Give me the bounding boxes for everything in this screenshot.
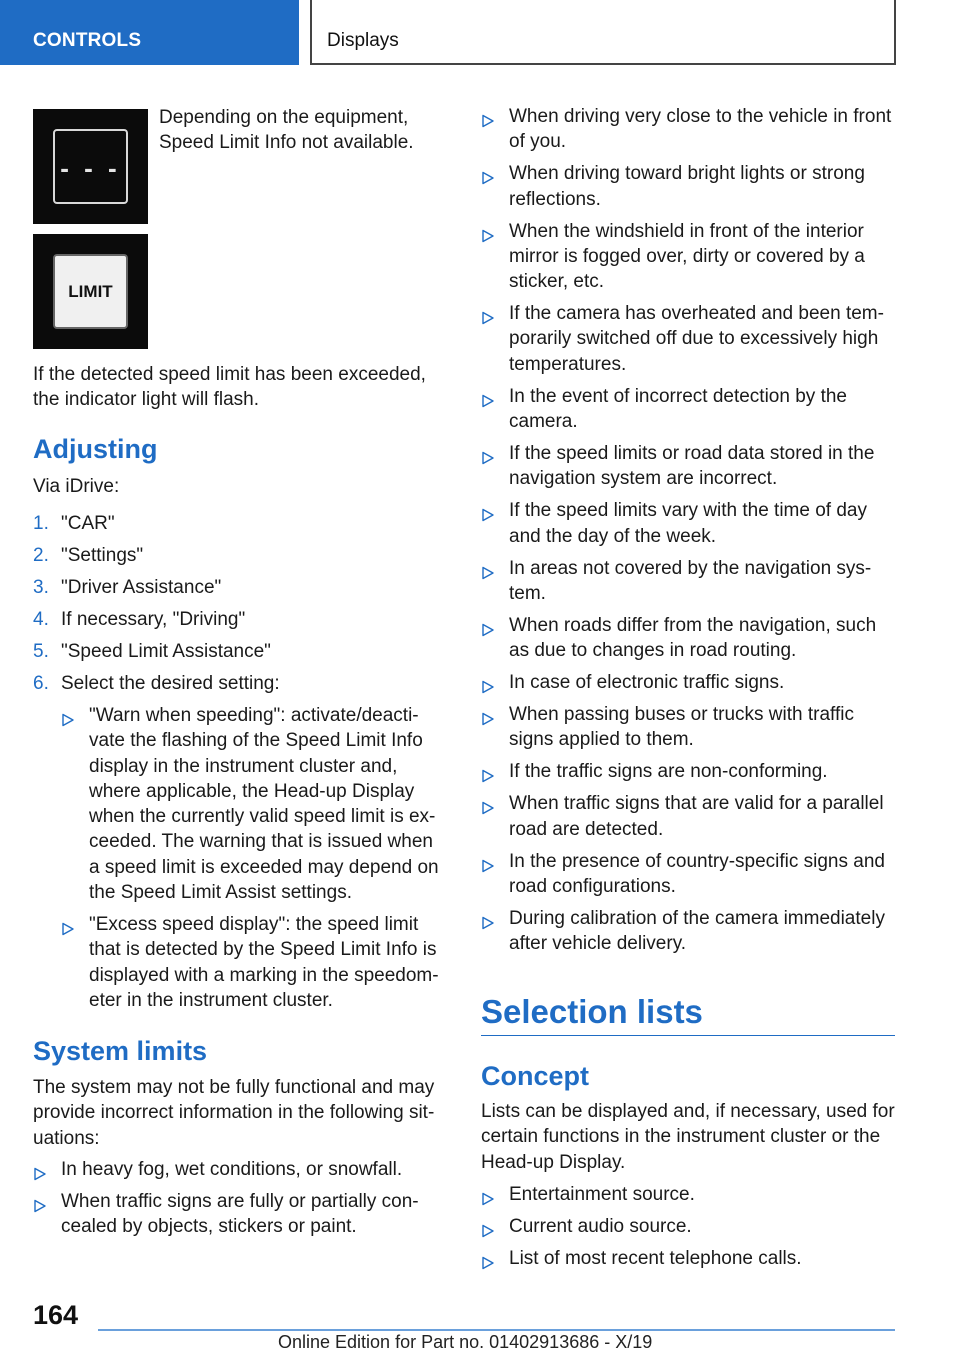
adjusting-intro: Via iDrive:: [33, 476, 120, 497]
list-item-text: In heavy fog, wet conditions, or snowfall.: [61, 1159, 403, 1180]
step-item: [33, 671, 445, 1013]
heading-rule: [481, 1035, 895, 1036]
list-item-text: In case of electronic traffic signs.: [509, 672, 785, 694]
step-text: "Speed Limit Assistance": [61, 640, 271, 662]
step-item: [33, 511, 445, 536]
page-number: 164: [33, 1300, 79, 1330]
triangle-bullet-icon: [481, 676, 495, 690]
triangle-bullet-icon: [481, 708, 495, 722]
list-item: [481, 670, 895, 695]
list-item-text: When the windshield in front of the interior mirror is fogged over, dirty or covered by a sticker, etc.: [509, 220, 865, 293]
step-number: 6.: [33, 672, 49, 694]
section-tab: [0, 0, 299, 65]
list-item-text: When driving very close to the vehicle in front of you.: [509, 106, 892, 153]
selection-lists-items: [481, 1182, 895, 1278]
list-item: [61, 912, 445, 1013]
triangle-bullet-icon: [481, 797, 495, 811]
step-item: [33, 543, 445, 568]
list-item-text: When roads differ from the navigation, such as due to changes in road routing.: [509, 614, 877, 662]
speed-limit-exceeded-indicator: [33, 234, 148, 349]
triangle-bullet-icon: [481, 390, 495, 404]
selection-lists-heading: Selection lists: [481, 993, 703, 1030]
triangle-bullet-icon: [481, 1188, 495, 1202]
concept-paragraph: Lists can be displayed and, if necessary, used for certain functions in the instrument cluster or the Head-up Display.: [481, 1101, 895, 1173]
list-item-text: In the event of incorrect detection by the camera.: [509, 385, 847, 433]
list-item: [481, 613, 895, 664]
concept-heading: Concept: [481, 1061, 589, 1091]
triangle-bullet-icon: [481, 562, 495, 576]
list-item-text: "Excess speed display": the speed limit that is detected by the Speed Limit Info is displayed with a marking in the speedom‐ eter in the instrument cluster.: [89, 913, 439, 1011]
step-number: 4.: [33, 608, 49, 630]
list-item: [481, 906, 895, 957]
adjusting-steps: [33, 511, 445, 1020]
step-number: 3.: [33, 576, 49, 598]
system-limits-heading: System limits: [33, 1036, 208, 1066]
step-number: 2.: [33, 544, 49, 566]
system-limits-list-left: [33, 1157, 445, 1246]
list-item: [61, 703, 445, 905]
system-limits-intro: The system may not be fully functional and may provide incorrect information in the following sit‐ uations:: [33, 1077, 435, 1149]
limit-symbol: [53, 254, 128, 329]
indicator-caption: Depending on the equipment, Speed Limit Info not available.: [159, 107, 414, 154]
step-item: [33, 639, 445, 664]
triangle-bullet-icon: [481, 447, 495, 461]
list-item-text: List of most recent telephone calls.: [509, 1247, 802, 1269]
list-item: [481, 441, 895, 492]
limit-text: LIMIT: [68, 282, 113, 301]
list-item-text: In the presence of country-specific signs and road configurations.: [509, 850, 885, 897]
speed-limit-unavailable-indicator: [33, 109, 148, 224]
step-text: "Driver Assistance": [61, 576, 222, 598]
settings-sublist: [61, 703, 445, 1013]
list-item: [481, 161, 895, 212]
triangle-bullet-icon: [481, 855, 495, 869]
list-item: [481, 384, 895, 435]
list-item: [481, 498, 895, 549]
list-item: [481, 1214, 895, 1239]
list-item: [481, 1182, 895, 1207]
list-item-text: When driving toward bright lights or strong reflections.: [509, 163, 865, 210]
exceeded-paragraph: If the detected speed limit has been exceeded, the indicator light will flash.: [33, 364, 426, 411]
triangle-bullet-icon: [481, 1252, 495, 1266]
list-item: [481, 301, 895, 377]
list-item: [481, 556, 895, 607]
triangle-bullet-icon: [481, 912, 495, 926]
section-title: CONTROLS: [33, 30, 142, 51]
step-text: "Settings": [61, 544, 144, 566]
triangle-bullet-icon: [61, 918, 75, 932]
triangle-bullet-icon: [33, 1163, 47, 1177]
list-item-text: If the speed limits or road data stored in the navigation system are incorrect.: [509, 443, 875, 490]
list-item-text: In areas not covered by the navigation sys‐ tem.: [509, 557, 872, 604]
step-item: [33, 575, 445, 600]
list-item: [481, 849, 895, 900]
triangle-bullet-icon: [61, 709, 75, 723]
list-item: [481, 791, 895, 842]
list-item: [33, 1189, 445, 1240]
triangle-bullet-icon: [481, 110, 495, 124]
triangle-bullet-icon: [33, 1195, 47, 1209]
step-number: 5.: [33, 640, 49, 662]
edition-note: Online Edition for Part no. 01402913686 - X/19: [278, 1332, 653, 1352]
list-item: [33, 1157, 445, 1182]
list-item: [481, 1246, 895, 1271]
triangle-bullet-icon: [481, 504, 495, 518]
list-item-text: When traffic signs that are valid for a parallel road are detected.: [509, 793, 884, 840]
list-item-text: Entertainment source.: [509, 1184, 695, 1205]
triangle-bullet-icon: [481, 765, 495, 779]
list-item: [481, 219, 895, 295]
footer-rule: [98, 1329, 895, 1331]
triangle-bullet-icon: [481, 225, 495, 239]
step-text: Select the desired setting:: [61, 672, 280, 694]
triangle-bullet-icon: [481, 1220, 495, 1234]
list-item-text: When traffic signs are fully or partially con‐ cealed by objects, stickers or paint.: [61, 1190, 419, 1238]
chapter-title: Displays: [327, 30, 399, 51]
step-item: [33, 607, 445, 632]
list-item-text: If the speed limits vary with the time of day and the day of the week.: [509, 500, 867, 547]
step-number: 1.: [33, 513, 49, 534]
triangle-bullet-icon: [481, 619, 495, 633]
list-item-text: When passing buses or trucks with traffic signs applied to them.: [509, 704, 854, 751]
system-limits-list-right: [481, 104, 895, 963]
list-item: [481, 759, 895, 784]
dashes-text: - - -: [60, 153, 121, 183]
list-item-text: "Warn when speeding": activate/deacti‐ vate the flashing of the Speed Limit Info display in the instrument cluster and, where applicable, the Head-up Display when the currently valid speed limit is ex‐ ceeded. The warning that is issued when a speed limit is exceeded may depend on the Speed Limit Assist settings.: [89, 704, 439, 903]
list-item: [481, 702, 895, 753]
chapter-tab: [310, 0, 896, 65]
triangle-bullet-icon: [481, 167, 495, 181]
list-item-text: If the traffic signs are non-conforming.: [509, 761, 828, 783]
step-text: "CAR": [61, 513, 115, 534]
list-item-text: Current audio source.: [509, 1215, 692, 1237]
list-item-text: During calibration of the camera immediately after vehicle delivery.: [509, 907, 885, 955]
adjusting-heading: Adjusting: [33, 434, 158, 464]
dashes-symbol: [53, 129, 128, 204]
step-text: If necessary, "Driving": [61, 608, 246, 630]
list-item: [481, 104, 895, 155]
list-item-text: If the camera has overheated and been tem‐ porarily switched off due to excessively high temperatures.: [509, 303, 884, 375]
triangle-bullet-icon: [481, 307, 495, 321]
